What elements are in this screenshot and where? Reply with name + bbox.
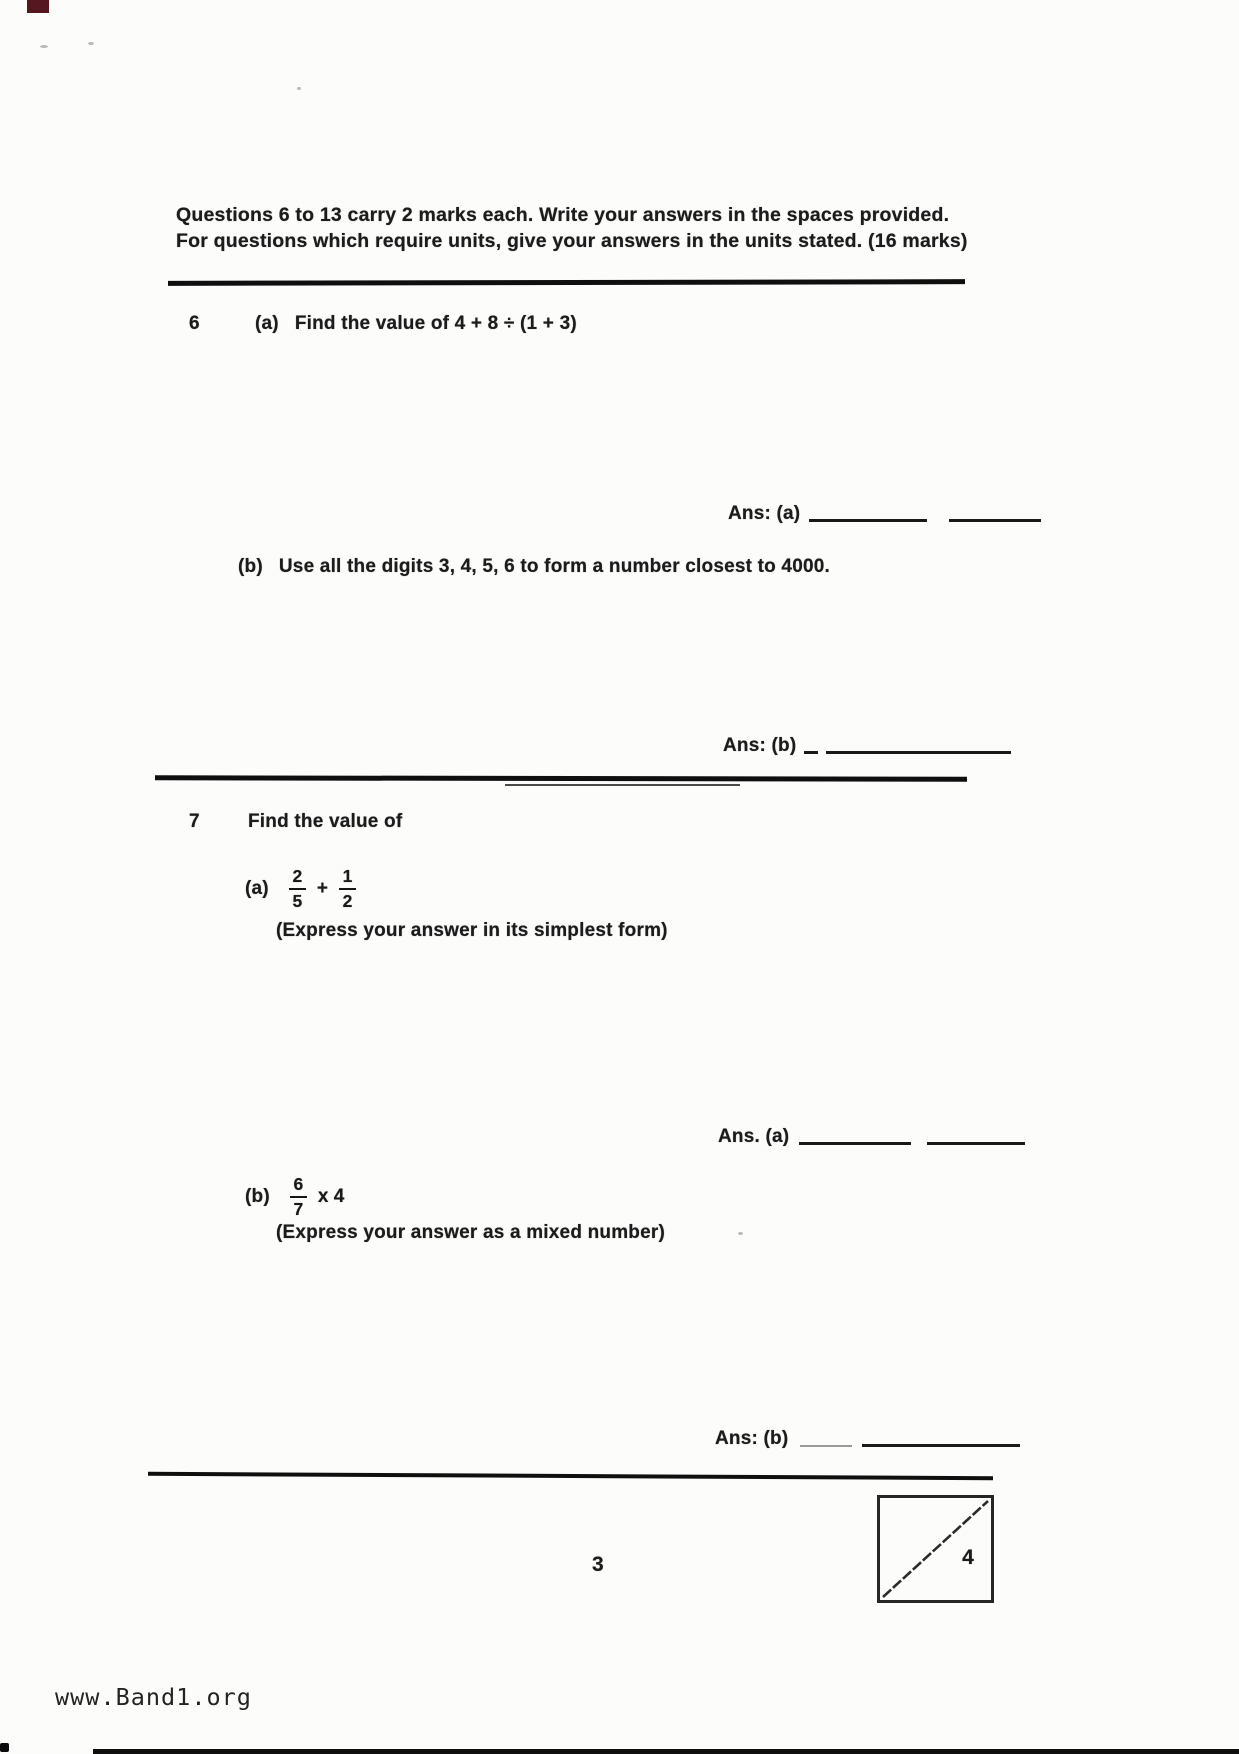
answer-label-6b: Ans: (b): [723, 735, 797, 756]
question-6a-text: Find the value of 4 + 8 ÷ (1 + 3): [294, 313, 577, 334]
answer-label-7a: Ans. (a): [718, 1126, 790, 1147]
question-6b: [238, 556, 830, 578]
divider-rule-bottom: [148, 1472, 993, 1480]
plus-operator: +: [316, 878, 328, 899]
fraction-denominator: 5: [292, 890, 303, 911]
question-7-intro: Find the value of: [248, 811, 403, 832]
fraction-bar: [339, 888, 356, 891]
question-6b-label: (b): [238, 556, 263, 577]
answer-label-7b: Ans: (b): [715, 1428, 789, 1449]
answer-blank-7a-2: [927, 1142, 1025, 1145]
fraction-numerator: 6: [293, 1173, 304, 1194]
scan-speck: [88, 42, 94, 45]
fraction-denominator: 2: [342, 890, 353, 911]
divider-rule-top: [168, 279, 965, 285]
answer-blank-6a: [809, 519, 927, 522]
scan-speck: [738, 1232, 743, 1235]
instructions-line-1: Questions 6 to 13 carry 2 marks each. Write your answers in the spaces provided.: [176, 204, 950, 226]
divider-rule-middle-ghost: [505, 784, 740, 786]
instructions-block: [176, 202, 968, 254]
times-4-operator: x 4: [317, 1186, 345, 1207]
scan-speck: [40, 45, 48, 48]
question-7a-note: (Express your answer in its simplest form): [276, 920, 668, 941]
page-number: 3: [592, 1553, 604, 1576]
question-7-number: 7: [189, 811, 200, 832]
question-7b-expression: [245, 1166, 355, 1228]
answer-blank-7a: [799, 1142, 911, 1145]
fraction-6-7: [290, 1173, 307, 1219]
scan-edge-line: [93, 1749, 1239, 1754]
answer-label-6a: Ans: (a): [728, 503, 801, 524]
score-box: [877, 1495, 994, 1603]
scan-artifact-bottom-left: [0, 1743, 9, 1752]
question-7a-expression: [245, 858, 356, 920]
answer-blank-6b: [826, 751, 1011, 754]
score-box-diagonal-line: [880, 1498, 991, 1600]
scan-speck: [297, 87, 301, 90]
question-6a: [255, 313, 577, 335]
fraction-2-5: [289, 865, 306, 911]
fraction-numerator: 2: [292, 865, 303, 886]
divider-rule-middle: [155, 775, 967, 781]
answer-blank-6a-2: [949, 519, 1041, 522]
fraction-bar: [290, 1196, 307, 1199]
question-7a-label: (a): [245, 878, 269, 899]
question-7b-label: (b): [245, 1186, 270, 1207]
fraction-bar: [289, 888, 306, 891]
question-6-number: 6: [189, 313, 200, 334]
website-footer: www.Band1.org: [55, 1683, 252, 1711]
answer-area-6a: [728, 503, 1041, 525]
score-box-value: 4: [962, 1546, 974, 1569]
answer-area-7b: [715, 1428, 1020, 1450]
fraction-numerator: 1: [342, 865, 353, 886]
instructions-line-2: For questions which require units, give your answers in the units stated. (16 marks): [176, 230, 968, 252]
scan-artifact-mark: [27, 0, 49, 13]
answer-blank-6b-tick: [804, 751, 818, 754]
answer-area-7a: [718, 1126, 1025, 1148]
fraction-denominator: 7: [293, 1198, 304, 1219]
question-6b-text: Use all the digits 3, 4, 5, 6 to form a number closest to 4000.: [278, 556, 830, 577]
question-7b-note: (Express your answer as a mixed number): [276, 1222, 666, 1243]
question-6a-label: (a): [255, 313, 279, 334]
answer-blank-7b-faint: [800, 1445, 852, 1447]
answer-blank-7b: [862, 1444, 1020, 1447]
fraction-1-2: [339, 865, 356, 911]
answer-area-6b: [723, 735, 1011, 757]
